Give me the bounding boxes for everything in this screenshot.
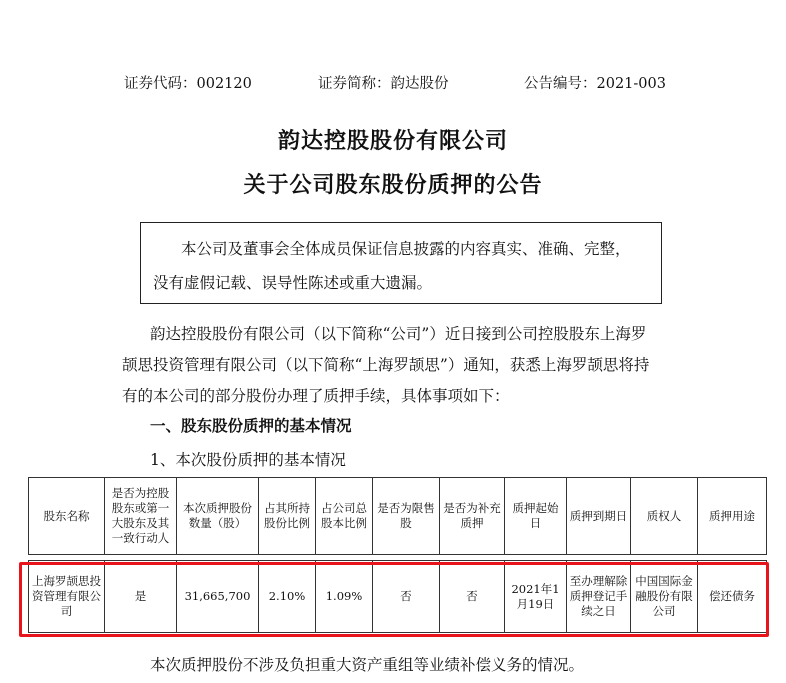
announcement-number: 公告编号：2021-003 xyxy=(524,76,666,92)
cell-pledgee: 中国国际金融股份有限公司 xyxy=(631,561,698,633)
header-supplementary: 是否为补充质押 xyxy=(440,478,505,555)
header-pledgee: 质权人 xyxy=(631,478,698,555)
cell-restricted: 否 xyxy=(373,561,440,633)
company-title: 韵达控股股份有限公司 xyxy=(277,128,508,154)
stock-short-name: 证券简称：韵达股份 xyxy=(318,76,449,92)
disclaimer-line-2: 没有虚假记载、误导性陈述或重大遗漏。 xyxy=(153,274,433,292)
header-end-date: 质押到期日 xyxy=(567,478,631,555)
subsection-title: 1、本次股份质押的基本情况 xyxy=(150,451,346,469)
cell-shareholder-name: 上海罗颉思投资管理有限公司 xyxy=(29,561,105,633)
disclaimer-box xyxy=(140,222,662,304)
header-shareholder-name: 股东名称 xyxy=(29,478,105,555)
header-ratio-held: 占其所持股份比例 xyxy=(259,478,316,555)
intro-line-3: 有的本公司的部分股份办理了质押手续，具体事项如下： xyxy=(122,387,510,405)
stock-code: 证券代码：002120 xyxy=(124,76,252,92)
announcement-title: 关于公司股东股份质押的公告 xyxy=(243,172,543,198)
section-title: 一、股东股份质押的基本情况 xyxy=(150,416,352,435)
cell-ratio-total: 1.09% xyxy=(316,561,373,633)
intro-line-1: 韵达控股股份有限公司（以下简称“公司”）近日接到公司控股股东上海罗 xyxy=(150,325,647,343)
cell-purpose: 偿还债务 xyxy=(698,561,767,633)
cell-start-date: 2021年1月19日 xyxy=(505,561,567,633)
highlight-box xyxy=(19,562,769,637)
cell-pledged-shares: 31,665,700 xyxy=(177,561,259,633)
table-header-row xyxy=(29,478,767,555)
footer-note: 本次质押股份不涉及负担重大资产重组等业绩补偿义务的情况。 xyxy=(150,656,585,674)
header-start-date: 质押起始日 xyxy=(505,478,567,555)
header-pledged-shares: 本次质押股份数量（股） xyxy=(177,478,259,555)
cell-end-date: 至办理解除质押登记手续之日 xyxy=(567,561,631,633)
cell-supplementary: 否 xyxy=(440,561,505,633)
cell-ratio-held: 2.10% xyxy=(259,561,316,633)
header-purpose: 质押用途 xyxy=(698,478,767,555)
cell-controlling-shareholder: 是 xyxy=(105,561,177,633)
header-restricted: 是否为限售股 xyxy=(373,478,440,555)
disclaimer-line-1: 本公司及董事会全体成员保证信息披露的内容真实、准确、完整， xyxy=(181,240,631,258)
intro-line-2: 颉思投资管理有限公司（以下简称“上海罗颉思”）通知，获悉上海罗颉思将持 xyxy=(122,356,650,374)
header-controlling-shareholder: 是否为控股股东或第一大股东及其一致行动人 xyxy=(105,478,177,555)
header-ratio-total: 占公司总股本比例 xyxy=(316,478,373,555)
